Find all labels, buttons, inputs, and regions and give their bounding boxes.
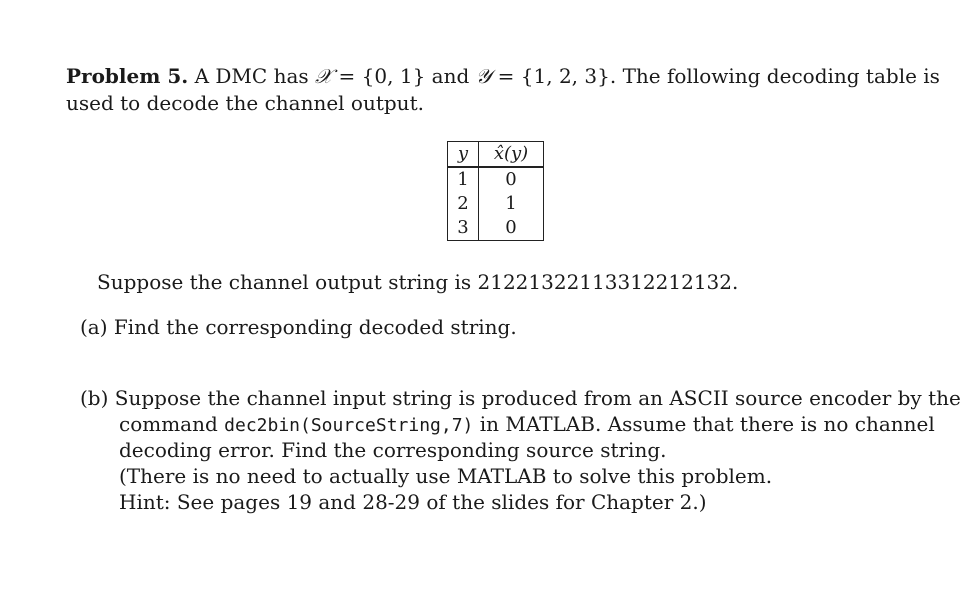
matlab-command: dec2bin(SourceString,7) <box>224 415 474 436</box>
part-a: (a) Find the corresponding decoded string. <box>80 315 517 339</box>
part-b-line2-pre: command <box>119 412 218 436</box>
problem-label: Problem 5. <box>66 64 189 88</box>
part-b-line1: (b) Suppose the channel input string is produced from an ASCII source encoder by the <box>80 386 961 410</box>
table-header-row <box>448 142 544 168</box>
cell-y: 1 <box>448 167 479 192</box>
y-alphabet-set: = {1, 2, 3}. <box>491 64 617 88</box>
problem-statement-line1 <box>66 63 940 89</box>
cell-xhat: 1 <box>479 192 544 216</box>
problem-statement-line2: used to decode the channel output. <box>66 91 424 115</box>
part-b-line2 <box>119 411 935 439</box>
part-b-line4: (There is no need to actually use MATLAB to solve this problem. <box>119 464 773 488</box>
channel-output-statement: Suppose the channel output string is 21221322113312212132. <box>97 270 739 294</box>
and-word: and <box>431 64 470 88</box>
cell-y: 2 <box>448 192 479 216</box>
cell-xhat: 0 <box>479 216 544 241</box>
header-y: y <box>448 142 479 168</box>
part-b-hint: Hint: See pages 19 and 28-29 of the slides for Chapter 2.) <box>119 490 707 514</box>
header-xhat: x̂(y) <box>479 142 544 168</box>
part-b-line3: decoding error. Find the corresponding source string. <box>119 438 667 462</box>
decoding-table <box>447 141 544 241</box>
part-b-line2-post: in MATLAB. Assume that there is no channel <box>479 412 935 436</box>
x-alphabet-set: = {0, 1} <box>332 64 426 88</box>
table-row <box>448 192 544 216</box>
x-alphabet-symbol: 𝒳 <box>315 64 333 88</box>
table-row <box>448 216 544 241</box>
cell-y: 3 <box>448 216 479 241</box>
y-alphabet-symbol: 𝒴 <box>475 64 492 88</box>
intro-text-2: The following decoding table is <box>622 64 940 88</box>
intro-text-1: A DMC has <box>194 64 309 88</box>
table-row <box>448 167 544 192</box>
cell-xhat: 0 <box>479 167 544 192</box>
